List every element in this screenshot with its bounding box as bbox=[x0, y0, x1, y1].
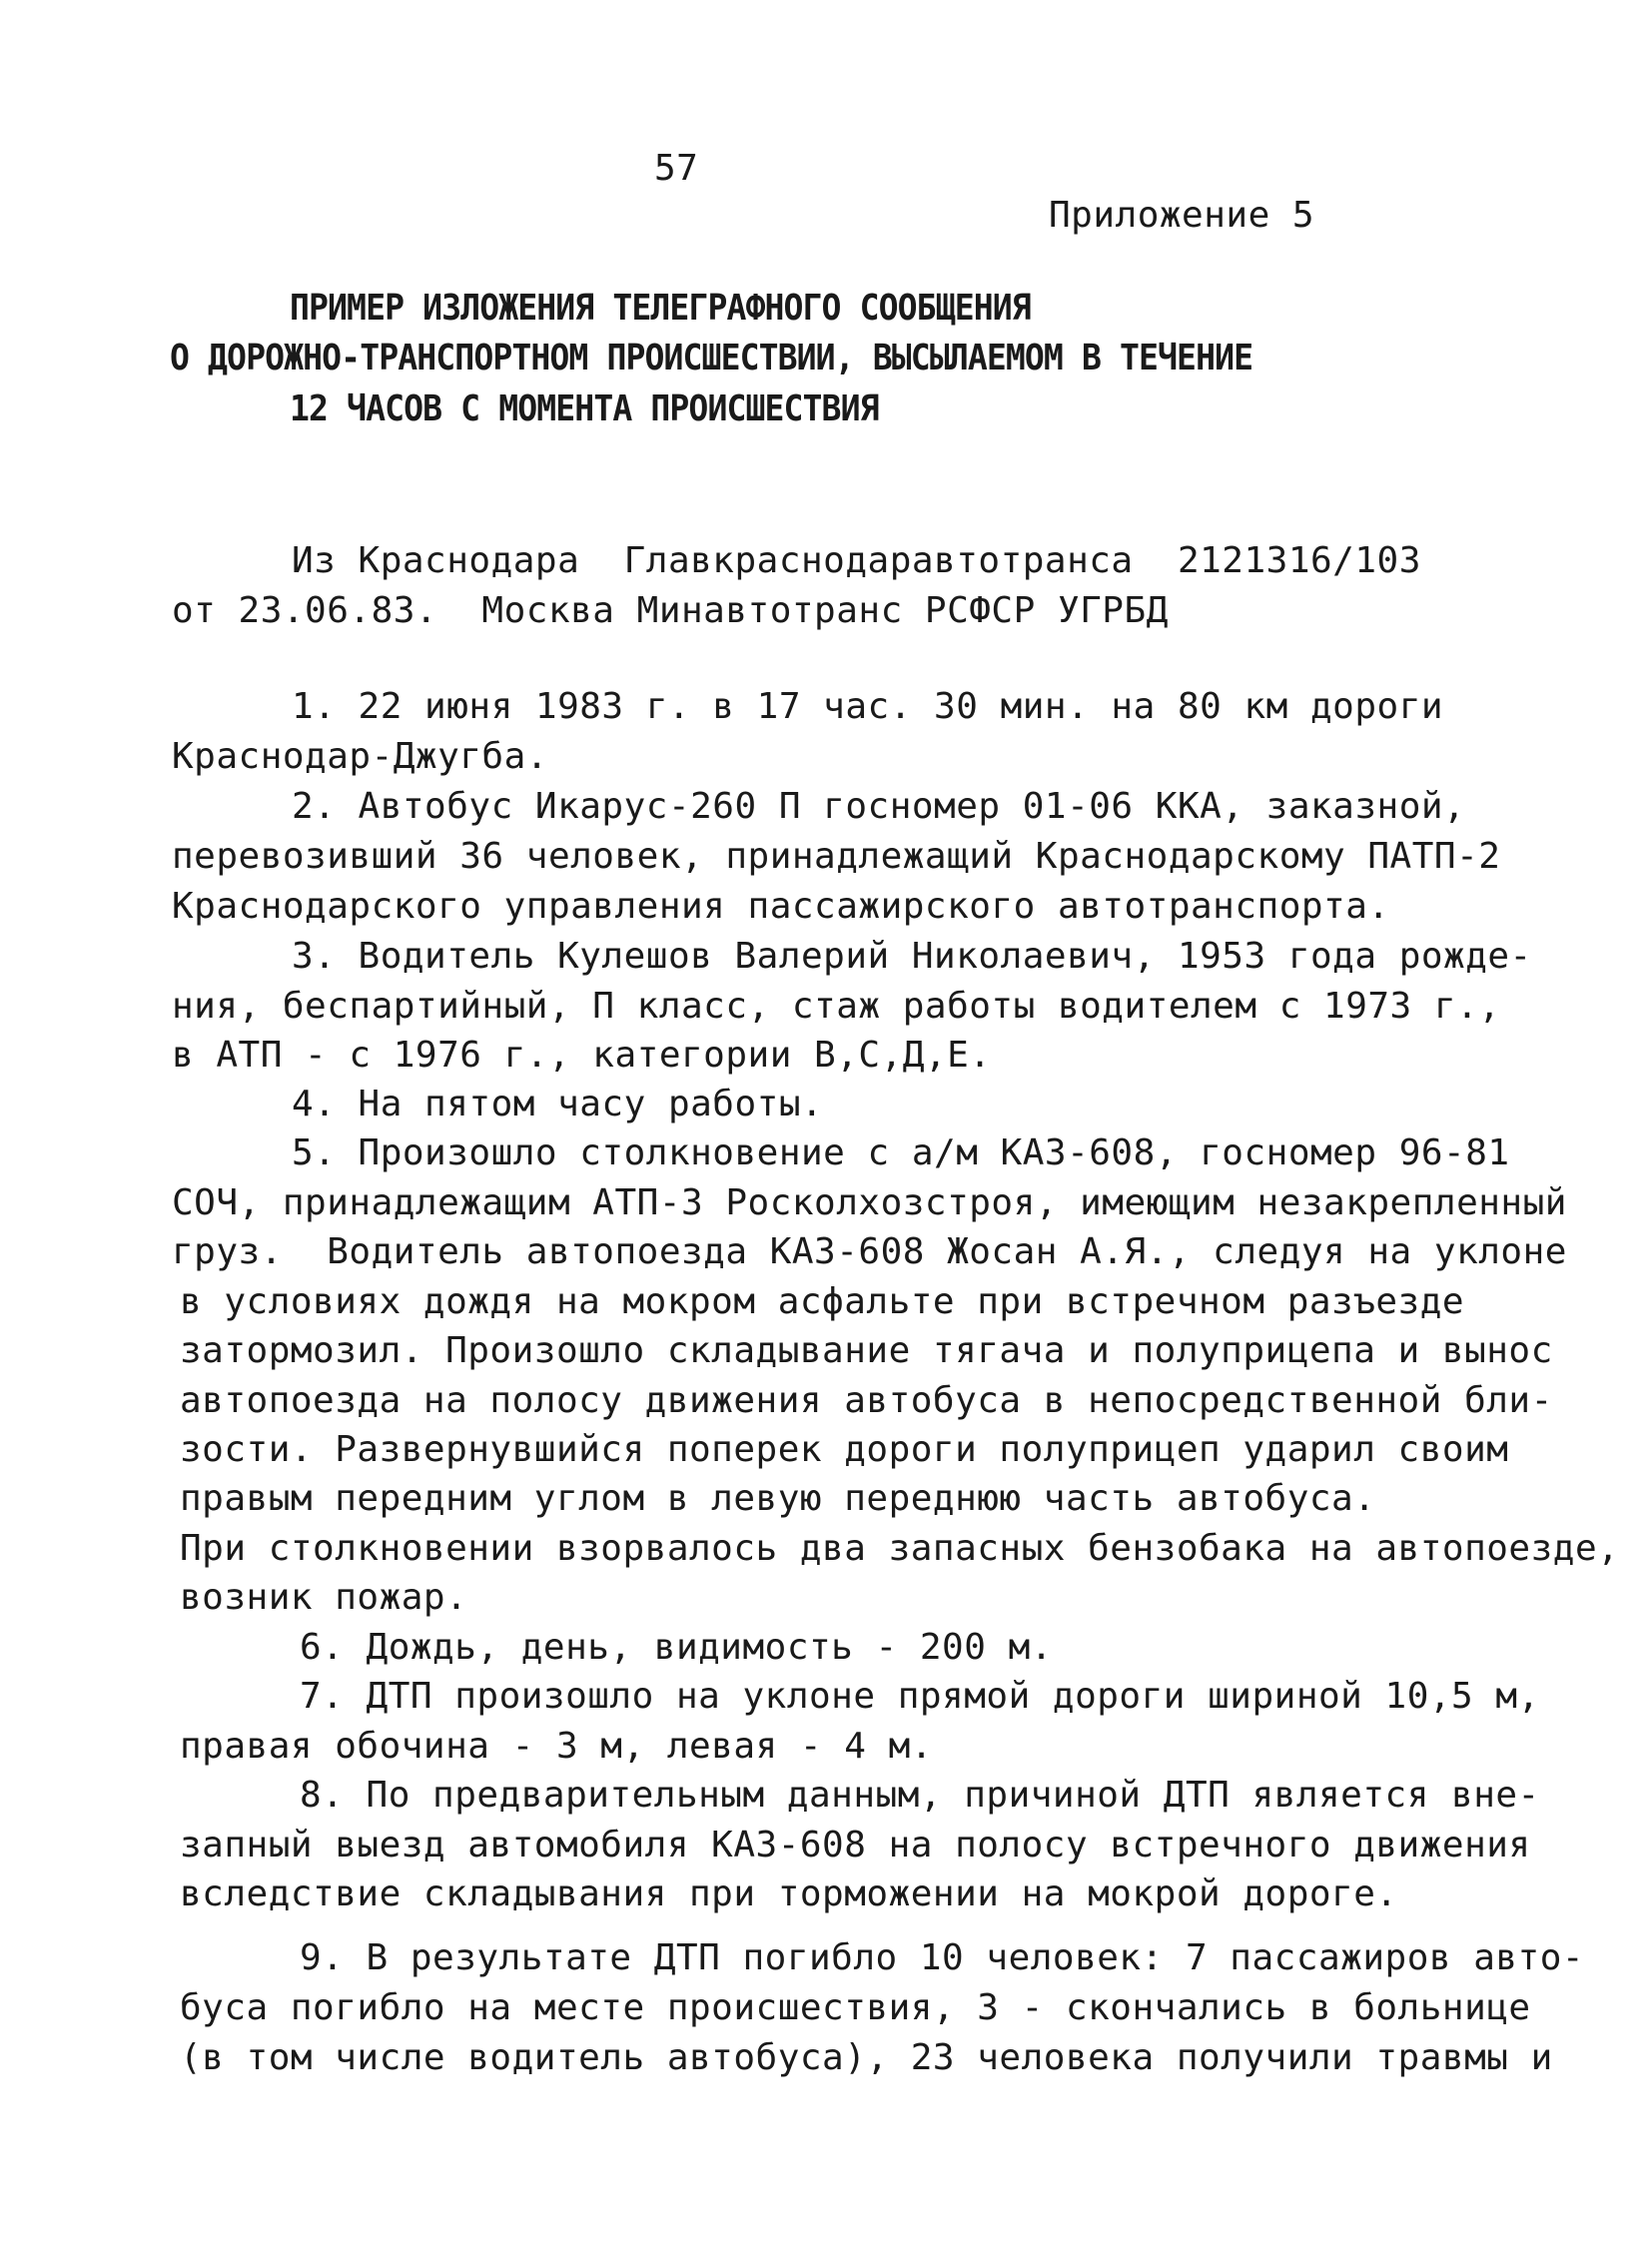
body-line: затормозил. Произошло складывание тягача и полуприцепа и вынос bbox=[180, 1330, 1553, 1371]
body-line: в АТП - с 1976 г., категории В,С,Д,Е. bbox=[172, 1035, 992, 1076]
body-line: перевозивший 36 человек, принадлежащий Краснодарскому ПАТП-2 bbox=[172, 836, 1501, 877]
body-line: (в том числе водитель автобуса), 23 человека получили травмы и bbox=[180, 2037, 1553, 2078]
body-line: автопоезда на полосу движения автобуса в непосредственной бли- bbox=[180, 1380, 1553, 1421]
telegram-header-line: от 23.06.83. Москва Минавтотранс РСФСР УГРБД bbox=[172, 590, 1169, 631]
body-line: 6. Дождь, день, видимость - 200 м. bbox=[300, 1627, 1053, 1668]
body-line: вследствие складывания при торможении на мокрой дороге. bbox=[180, 1873, 1398, 1914]
body-line: При столкновении взорвалось два запасных бензобака на автопоезде, bbox=[180, 1528, 1620, 1569]
body-line: СОЧ, принадлежащим АТП-3 Росколхозстроя, имеющим незакрепленный bbox=[172, 1182, 1567, 1223]
body-line: 7. ДТП произошло на уклоне прямой дороги шириной 10,5 м, bbox=[300, 1676, 1540, 1717]
body-line: 3. Водитель Кулешов Валерий Николаевич, 1953 года рожде- bbox=[292, 936, 1532, 977]
body-line: 1. 22 июня 1983 г. в 17 час. 30 мин. на 80 км дороги bbox=[292, 686, 1444, 727]
body-line: в условиях дождя на мокром асфальте при встречном разъезде bbox=[180, 1281, 1465, 1322]
title-line: О ДОРОЖНО-ТРАНСПОРТНОМ ПРОИСШЕСТВИИ, ВЫСЫЛАЕМОМ В ТЕЧЕНИЕ bbox=[170, 338, 1253, 378]
body-line: 2. Автобус Икарус-260 П госномер 01-06 ККА, заказной, bbox=[292, 786, 1466, 827]
body-line: возник пожар. bbox=[180, 1577, 468, 1618]
body-line: 8. По предварительным данным, причиной ДТП является вне- bbox=[300, 1775, 1540, 1816]
body-line: запный выезд автомобиля КАЗ-608 на полосу встречного движения bbox=[180, 1825, 1531, 1866]
body-line: буса погибло на месте происшествия, 3 - скончались в больнице bbox=[180, 1987, 1531, 2028]
body-line: 4. На пятом часу работы. bbox=[292, 1084, 824, 1124]
body-line: 9. В результате ДТП погибло 10 человек: 7 пассажиров авто- bbox=[300, 1937, 1585, 1978]
appendix-label: Приложение 5 bbox=[1049, 195, 1315, 236]
body-line: правая обочина - 3 м, левая - 4 м. bbox=[180, 1726, 933, 1767]
body-line: Краснодар-Джугба. bbox=[172, 736, 548, 777]
body-line: ния, беспартийный, П класс, стаж работы водителем с 1973 г., bbox=[172, 986, 1501, 1027]
body-line: правым передним углом в левую переднюю часть автобуса. bbox=[180, 1478, 1376, 1519]
body-line: зости. Развернувшийся поперек дороги полуприцеп ударил своим bbox=[180, 1429, 1509, 1470]
title-line: ПРИМЕР ИЗЛОЖЕНИЯ ТЕЛЕГРАФНОГО СООБЩЕНИЯ bbox=[290, 288, 1031, 329]
title-line: 12 ЧАСОВ С МОМЕНТА ПРОИСШЕСТВИЯ bbox=[290, 388, 879, 429]
body-line: груз. Водитель автопоезда КАЗ-608 Жосан А.Я., следуя на уклоне bbox=[172, 1231, 1567, 1272]
telegram-header-line: Из Краснодара Главкраснодаравтотранса 2121316/103 bbox=[292, 540, 1421, 581]
body-line: Краснодарского управления пассажирского автотранспорта. bbox=[172, 886, 1390, 927]
page-number: 57 bbox=[654, 148, 699, 189]
body-line: 5. Произошло столкновение с а/м КАЗ-608, госномер 96-81 bbox=[292, 1132, 1510, 1173]
